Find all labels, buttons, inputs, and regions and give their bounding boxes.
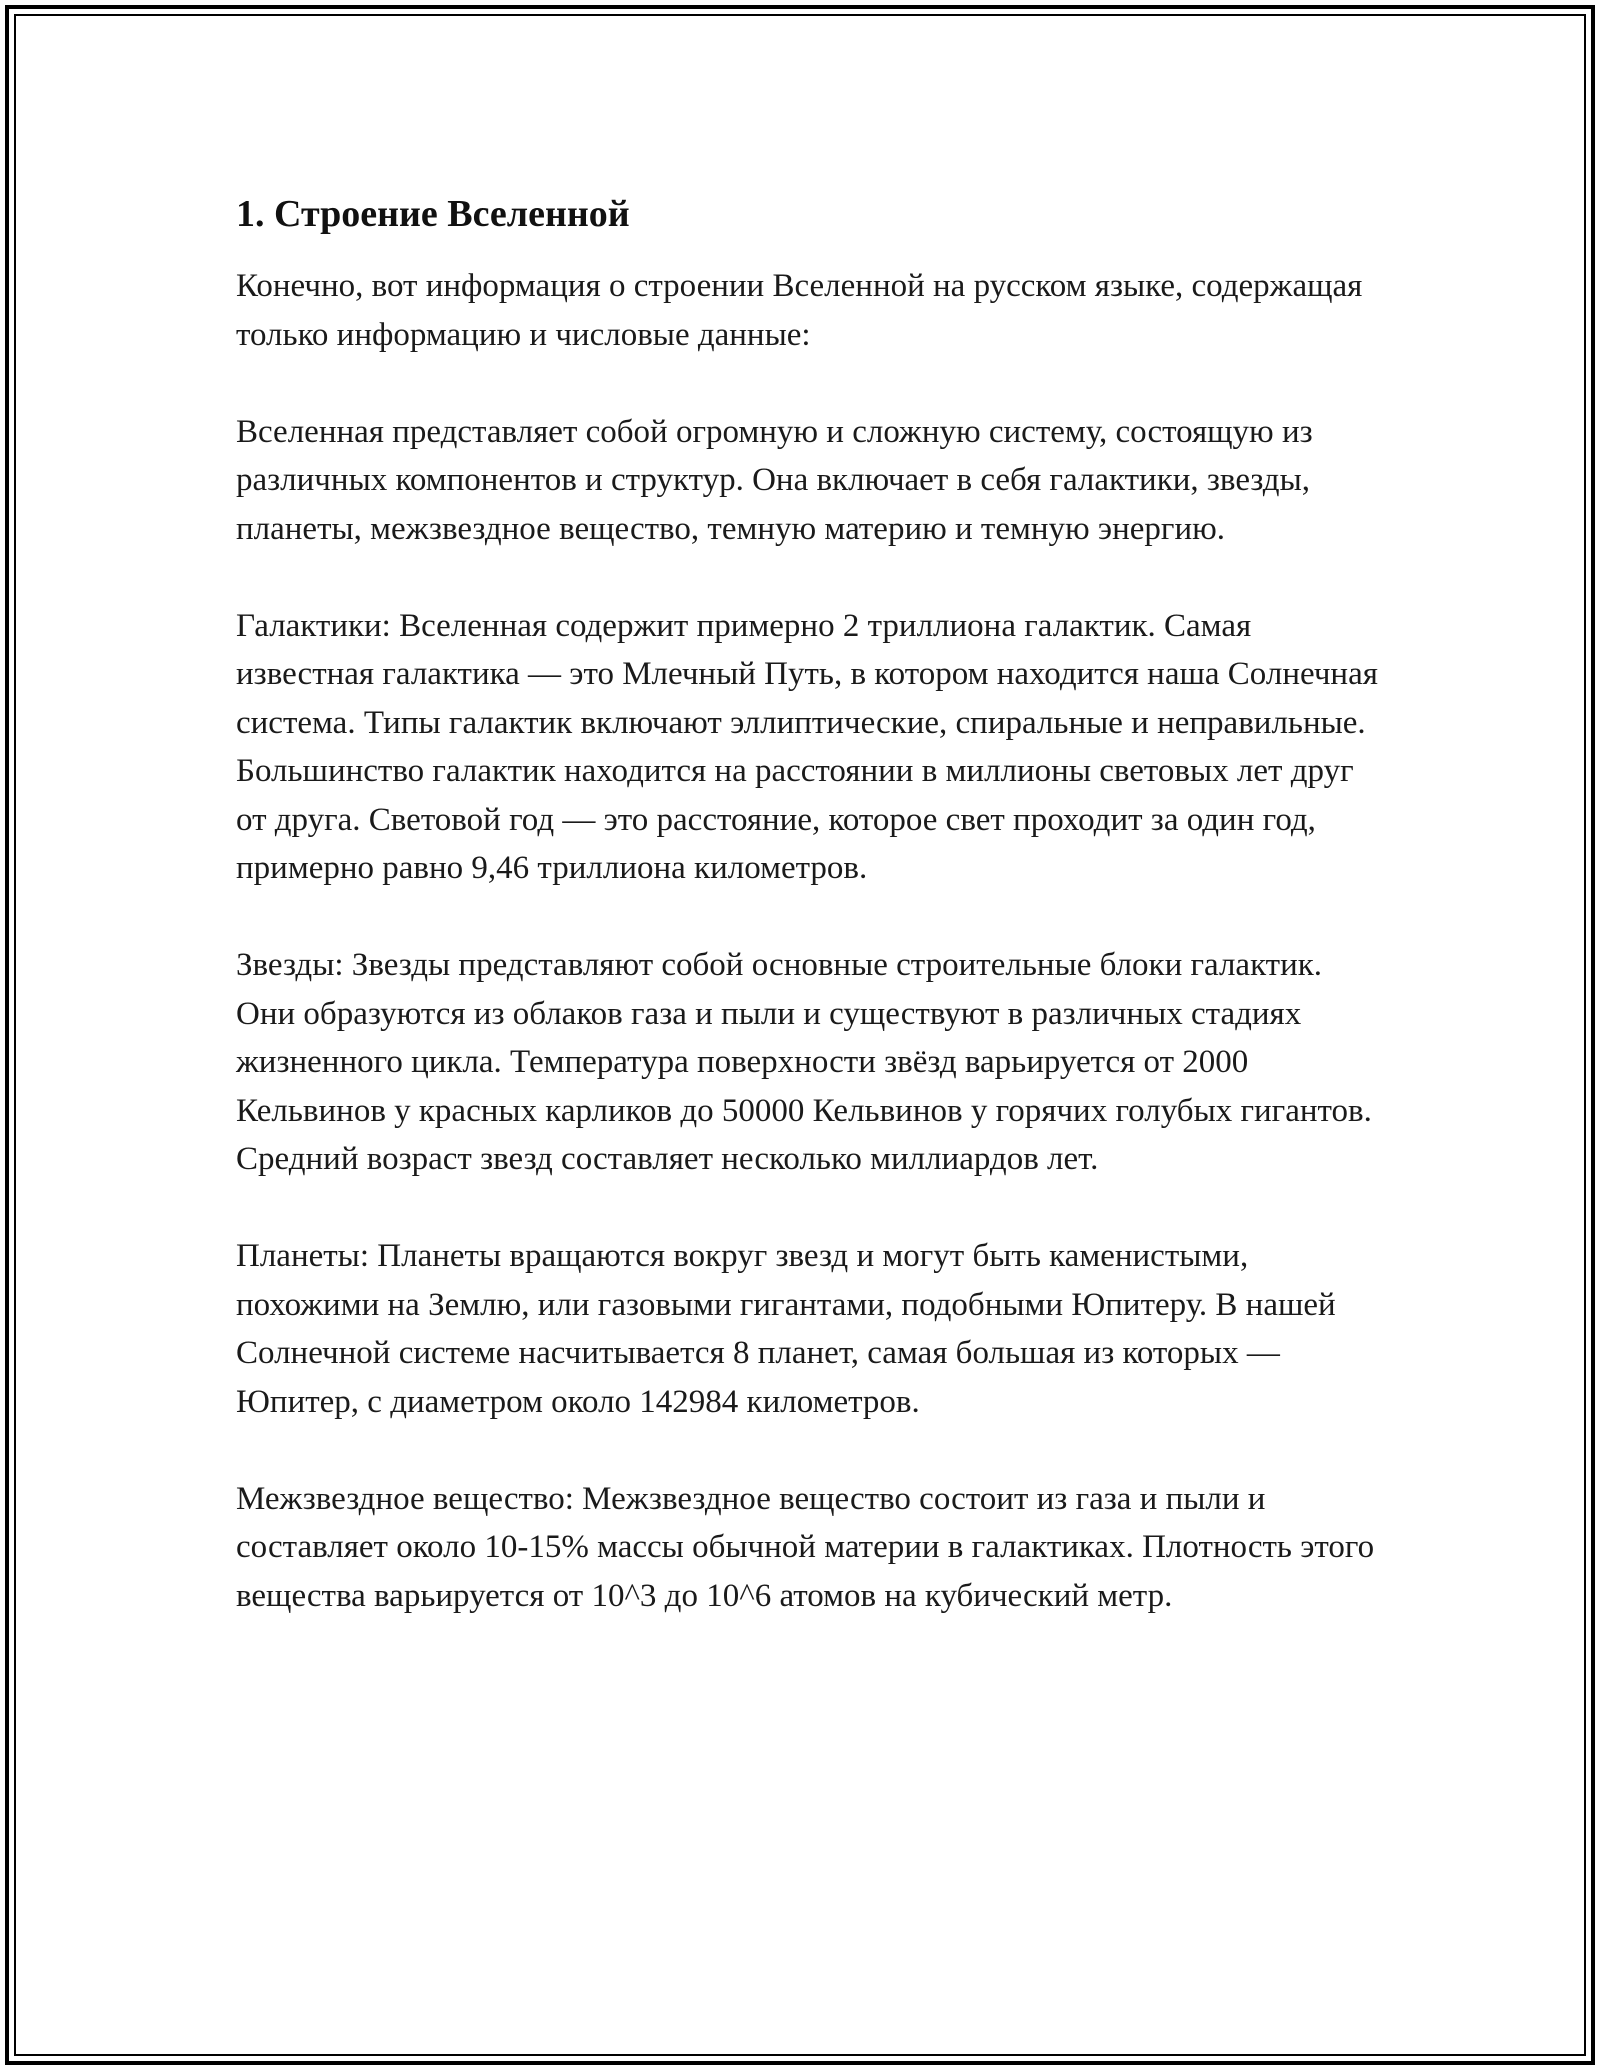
document-title: 1. Строение Вселенной xyxy=(236,193,630,235)
paragraph-interstellar-matter: Межзвездное вещество: Межзвездное вещество состоит из газа и пыли и составляет около 10-15% массы обычной материи в галактиках. Плотность этого вещества варьируется от 10^3 до 10^6 атомов на кубический метр. xyxy=(236,1480,1375,1614)
paragraph-planets: Планеты: Планеты вращаются вокруг звезд и могут быть каменистыми, похожими на Землю, или газовыми гигантами, подобными Юпитеру. В нашей Солнечной системе насчитывается 8 планет, самая большая из которых — Юпитер, с диаметром около 142984 километров. xyxy=(236,1238,1336,1420)
paragraph-overview: Вселенная представляет собой огромную и сложную систему, состоящую из различных компонентов и структур. Она включает в себя галактики, звезды, планеты, межзвездное вещество, темную материю и темную энергию. xyxy=(236,413,1313,547)
paragraph-intro: Конечно, вот информация о строении Вселенной на русском языке, содержащая только информацию и числовые данные: xyxy=(236,268,1363,353)
document-body xyxy=(236,186,1386,1669)
paragraph-stars: Звезды: Звезды представляют собой основные строительные блоки галактик. Они образуются из облаков газа и пыли и существуют в различных стадиях жизненного цикла. Температура поверхности звёзд варьируется от 2000 Кельвинов у красных карликов до 50000 Кельвинов у горячих голубых гигантов. Средний возраст звезд составляет несколько миллиардов лет. xyxy=(236,947,1372,1177)
paragraph-galaxies: Галактики: Вселенная содержит примерно 2 триллиона галактик. Самая известная галактика — это Млечный Путь, в котором находится наша Солнечная система. Типы галактик включают эллиптические, спиральные и неправильные. Большинство галактик находится на расстоянии в миллионы световых лет друг от друга. Световой год — это расстояние, которое свет проходит за один год, примерно равно 9,46 триллиона километров. xyxy=(236,607,1378,886)
